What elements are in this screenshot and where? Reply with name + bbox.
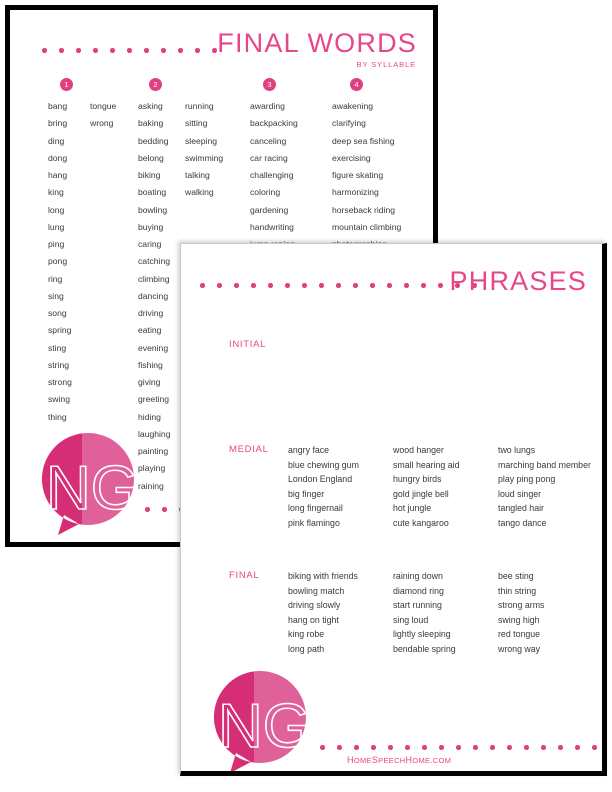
- word-item: handwriting: [250, 221, 294, 232]
- syllable-badge-2: 2: [149, 78, 162, 91]
- dot: [507, 745, 512, 750]
- phrase-item: bee sting: [498, 571, 534, 581]
- page-subtitle: BY SYLLABLE: [356, 60, 416, 69]
- ng-logo: [206, 669, 316, 771]
- word-item: spring: [48, 325, 72, 336]
- dot: [421, 283, 426, 288]
- word-item: long: [48, 204, 65, 215]
- dot: [490, 745, 495, 750]
- dot: [178, 48, 183, 53]
- final-column-1: [288, 569, 358, 657]
- section-label-final: FINAL: [229, 570, 260, 581]
- word-column-2: [90, 98, 116, 133]
- phrase-item: raining down: [393, 571, 443, 581]
- word-item: backpacking: [250, 118, 298, 129]
- word-item: bang: [48, 101, 68, 111]
- word-item: asking: [138, 101, 163, 111]
- dot: [319, 283, 324, 288]
- phrase-item: tango dance: [498, 517, 547, 528]
- page-title: FINAL WORDS: [217, 28, 417, 58]
- syllable-badge-1: 1: [60, 78, 73, 91]
- word-item: sting: [48, 342, 67, 353]
- phrase-item: long fingernail: [288, 503, 343, 514]
- word-item: bedding: [138, 135, 169, 146]
- dot: [336, 283, 341, 288]
- phrase-item: biking with friends: [288, 571, 358, 581]
- phrase-item: marching band member: [498, 459, 591, 470]
- word-item: catching: [138, 256, 171, 267]
- phrase-item: pink flamingo: [288, 517, 340, 528]
- word-column-1: [48, 98, 72, 426]
- word-item: thing: [48, 411, 67, 422]
- word-item: climbing: [138, 273, 170, 284]
- word-item: baking: [138, 118, 164, 129]
- phrase-item: gold jingle bell: [393, 488, 449, 499]
- phrases-page-content: [181, 244, 602, 771]
- phrase-item: loud singer: [498, 488, 542, 499]
- dot: [285, 283, 290, 288]
- word-item: mountain climbing: [332, 221, 402, 232]
- word-column-6: [332, 98, 401, 253]
- phrase-item: bendable spring: [393, 643, 456, 654]
- phrase-item: swing high: [498, 614, 540, 625]
- phrase-item: king robe: [288, 629, 325, 640]
- word-item: talking: [185, 170, 210, 180]
- dot: [541, 745, 546, 750]
- word-column-4: [185, 98, 223, 202]
- dot: [405, 745, 410, 750]
- word-item: giving: [138, 377, 161, 387]
- word-item: deep sea fishing: [332, 135, 395, 146]
- word-item: raining: [138, 480, 164, 491]
- dot: [217, 283, 222, 288]
- phrase-item: hot jungle: [393, 503, 432, 514]
- dot: [371, 745, 376, 750]
- word-item: string: [48, 359, 70, 370]
- bottom-dot-rule: [320, 745, 602, 750]
- dot: [524, 745, 529, 750]
- syllable-badge-4: 4: [350, 78, 363, 91]
- word-item: wrong: [90, 118, 114, 129]
- dot: [42, 48, 47, 53]
- word-item: awarding: [250, 101, 285, 111]
- word-item: driving: [138, 308, 164, 318]
- dot: [162, 507, 167, 512]
- title-dot-rule: [200, 283, 477, 288]
- phrase-item: wrong way: [498, 643, 541, 654]
- dot: [575, 745, 580, 750]
- dot: [370, 283, 375, 288]
- dot: [144, 48, 149, 53]
- phrase-item: bowling match: [288, 585, 345, 596]
- phrases-page: [180, 243, 607, 776]
- word-item: boating: [138, 187, 167, 198]
- word-item: gardening: [250, 204, 289, 215]
- word-item: king: [48, 187, 64, 198]
- phrase-item: tangled hair: [498, 503, 544, 514]
- phrase-item: big finger: [288, 488, 325, 499]
- phrase-item: hungry birds: [393, 474, 442, 485]
- dot: [456, 745, 461, 750]
- phrase-item: London England: [288, 474, 353, 485]
- word-item: greeting: [138, 394, 170, 405]
- dot: [320, 745, 325, 750]
- medial-column-3: [498, 443, 591, 531]
- dot: [354, 745, 359, 750]
- dot: [388, 745, 393, 750]
- phrase-item: wood hanger: [393, 445, 444, 455]
- ng-logo: [34, 431, 144, 541]
- word-item: painting: [138, 446, 169, 456]
- final-column-2: [393, 569, 456, 657]
- dot: [127, 48, 132, 53]
- word-item: biking: [138, 170, 161, 180]
- dot: [387, 283, 392, 288]
- phrase-item: strong arms: [498, 600, 545, 611]
- word-item: exercising: [332, 152, 371, 163]
- dot: [438, 283, 443, 288]
- word-item: harmonizing: [332, 187, 379, 198]
- word-item: walking: [185, 187, 214, 198]
- word-item: ding: [48, 135, 65, 146]
- word-item: hang: [48, 170, 68, 180]
- site-credit: HOMESPEECHHOME.COM: [347, 755, 452, 765]
- section-label-initial: INITIAL: [229, 339, 267, 350]
- word-item: challenging: [250, 170, 294, 180]
- phrase-item: sing loud: [393, 614, 429, 625]
- word-item: belong: [138, 152, 164, 163]
- dot: [473, 745, 478, 750]
- phrase-item: angry face: [288, 445, 330, 455]
- dot: [558, 745, 563, 750]
- word-item: swing: [48, 394, 70, 405]
- phrase-item: thin string: [498, 585, 537, 596]
- dot: [145, 507, 150, 512]
- dot: [592, 745, 597, 750]
- ng-logo-letters: NG: [46, 454, 139, 523]
- dot: [110, 48, 115, 53]
- phrase-item: diamond ring: [393, 585, 444, 596]
- word-item: clarifying: [332, 118, 366, 129]
- word-item: playing: [138, 463, 166, 474]
- word-item: evening: [138, 342, 169, 353]
- phrase-item: cute kangaroo: [393, 517, 449, 528]
- phrase-item: play ping pong: [498, 474, 556, 485]
- title-dot-rule: [42, 48, 217, 53]
- word-item: hiding: [138, 411, 161, 422]
- phrase-item: driving slowly: [288, 600, 341, 611]
- phrase-item: lightly sleeping: [393, 629, 451, 640]
- dot: [161, 48, 166, 53]
- dot: [59, 48, 64, 53]
- dot: [195, 48, 200, 53]
- phrase-item: long path: [288, 643, 325, 654]
- phrase-item: blue chewing gum: [288, 459, 359, 470]
- word-item: bowling: [138, 204, 168, 215]
- word-item: strong: [48, 377, 72, 387]
- phrase-item: two lungs: [498, 445, 536, 455]
- dot: [93, 48, 98, 53]
- phrase-item: small hearing aid: [393, 459, 460, 470]
- dot: [404, 283, 409, 288]
- word-item: laughing: [138, 428, 171, 439]
- phrase-item: start running: [393, 600, 442, 611]
- section-label-medial: MEDIAL: [229, 444, 269, 455]
- dot: [439, 745, 444, 750]
- word-item: caring: [138, 239, 162, 249]
- dot: [337, 745, 342, 750]
- dot: [76, 48, 81, 53]
- word-item: canceling: [250, 135, 287, 146]
- ng-logo-letters: NG: [218, 692, 311, 761]
- word-item: song: [48, 308, 67, 318]
- word-item: fishing: [138, 359, 163, 370]
- dot: [268, 283, 273, 288]
- word-item: coloring: [250, 187, 281, 198]
- word-item: tongue: [90, 101, 117, 111]
- dot: [200, 283, 205, 288]
- dot: [353, 283, 358, 288]
- word-item: figure skating: [332, 170, 384, 180]
- word-item: car racing: [250, 152, 288, 163]
- dot: [422, 745, 427, 750]
- word-item: lung: [48, 221, 65, 232]
- word-item: dong: [48, 152, 68, 163]
- dot: [302, 283, 307, 288]
- dot: [251, 283, 256, 288]
- phrase-item: red tongue: [498, 629, 541, 640]
- medial-column-2: [393, 443, 460, 531]
- word-item: sing: [48, 290, 64, 301]
- word-item: ring: [48, 273, 63, 284]
- word-item: dancing: [138, 290, 169, 301]
- dot: [234, 283, 239, 288]
- word-item: buying: [138, 221, 164, 232]
- word-item: swimming: [185, 152, 224, 163]
- page-title: PHRASES: [449, 266, 587, 296]
- word-item: ping: [48, 239, 65, 249]
- word-item: sitting: [185, 118, 208, 129]
- word-item: running: [185, 101, 214, 111]
- phrase-item: hang on tight: [288, 614, 339, 625]
- word-item: awakening: [332, 101, 374, 111]
- word-item: pong: [48, 256, 68, 267]
- word-item: sleeping: [185, 135, 218, 146]
- word-item: eating: [138, 325, 162, 336]
- medial-column-1: [288, 443, 359, 531]
- final-column-3: [498, 569, 544, 657]
- word-item: bring: [48, 118, 68, 129]
- word-item: horseback riding: [332, 204, 396, 215]
- syllable-badge-3: 3: [263, 78, 276, 91]
- dot: [212, 48, 217, 53]
